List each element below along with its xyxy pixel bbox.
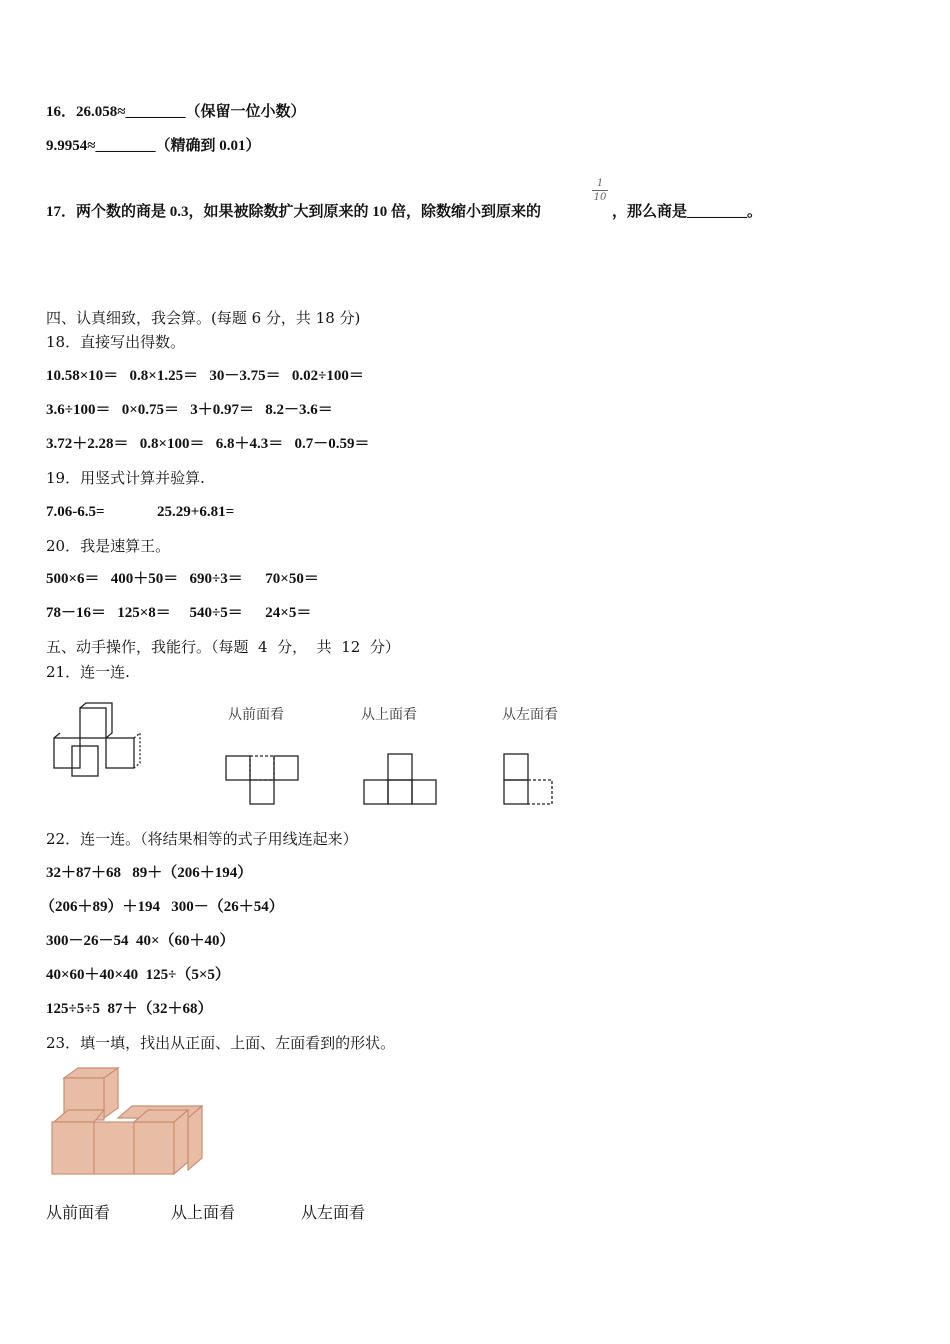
q18-row-2: 3.6÷100＝ 0×0.75＝ 3＋0.97＝ 8.2－3.6＝ (46, 402, 333, 418)
q20-row-2: 78－16＝ 125×8＝ 540÷5＝ 24×5＝ (46, 605, 312, 621)
q22-row-1: 32＋87＋68 89＋（206＋194） (46, 865, 253, 881)
q22-row-5: 125÷5÷5 87＋（32＋68） (46, 1001, 213, 1017)
q18-row-3: 3.72＋2.28＝ 0.8×100＝ 6.8＋4.3＝ 0.7－0.59＝ (46, 436, 370, 452)
q23-title: 23．填一填，找出从正面、上面、左面看到的形状。 (46, 1034, 396, 1052)
q21-cube-right (106, 738, 134, 768)
q19-row: 7.06-6.5= 25.29+6.81= (46, 504, 235, 520)
q23-caption-top: 从上面看 (171, 1203, 236, 1222)
q17-fraction (592, 178, 608, 203)
q22-row-4: 40×60＋40×40 125÷（5×5） (46, 967, 230, 983)
q21-caption-front: 从前面看 (228, 707, 284, 723)
q20-title: 20．我是速算王。 (46, 537, 171, 555)
q17-text-before: 17．两个数的商是 0.3，如果被除数扩大到原来的 10 倍，除数缩小到原来的 (46, 204, 542, 220)
q16-line-2: 9.9954≈________（精确到 0.01） (46, 138, 261, 154)
q21-view-left (502, 752, 558, 808)
q23-cube-figure (50, 1066, 210, 1180)
q18-title: 18．直接写出得数。 (46, 333, 186, 351)
q19-title: 19．用竖式计算并验算. (46, 469, 205, 487)
q22-row-2: （206＋89）＋194 300－（26＋54） (40, 899, 284, 915)
q21-caption-top: 从上面看 (361, 707, 417, 723)
q21-view-top (362, 752, 442, 808)
q21-cube-figure (50, 700, 150, 782)
q18-row-1: 10.58×10＝ 0.8×1.25＝ 30－3.75＝ 0.02÷100＝ (46, 368, 364, 384)
q23-cube-bottom-2 (94, 1122, 134, 1174)
q21-view-front (224, 750, 304, 808)
q21-cube-left (54, 738, 80, 768)
q22-row-3: 300－26－54 40×（60＋40） (46, 933, 235, 949)
q23-cube-bottom-1 (52, 1122, 94, 1174)
q22-title: 22．连一连。（将结果相等的式子用线连起来） (46, 830, 358, 848)
section-4-heading: 四、认真细致，我会算。(每题 6 分，共 18 分) (46, 309, 361, 327)
q17-text-after: ，那么商是________。 (612, 204, 763, 220)
q20-row-1: 500×6＝ 400＋50＝ 690÷3＝ 70×50＝ (46, 571, 319, 587)
q16-line-1: 16．26.058≈________（保留一位小数） (46, 104, 306, 120)
q17-frac-den: 10 (593, 192, 607, 203)
q21-cube-front (72, 746, 98, 776)
q23-cube-bottom-3 (134, 1122, 174, 1174)
q21-caption-left: 从左面看 (502, 707, 558, 723)
q21-title: 21．连一连. (46, 663, 130, 681)
section-5-heading: 五、动手操作，我能行。（每题 4 分， 共 12 分） (46, 638, 400, 656)
q23-caption-front: 从前面看 (46, 1203, 111, 1222)
q17-frac-num: 1 (596, 178, 604, 189)
q21-cube-top (80, 708, 106, 738)
q23-caption-left: 从左面看 (301, 1203, 366, 1222)
